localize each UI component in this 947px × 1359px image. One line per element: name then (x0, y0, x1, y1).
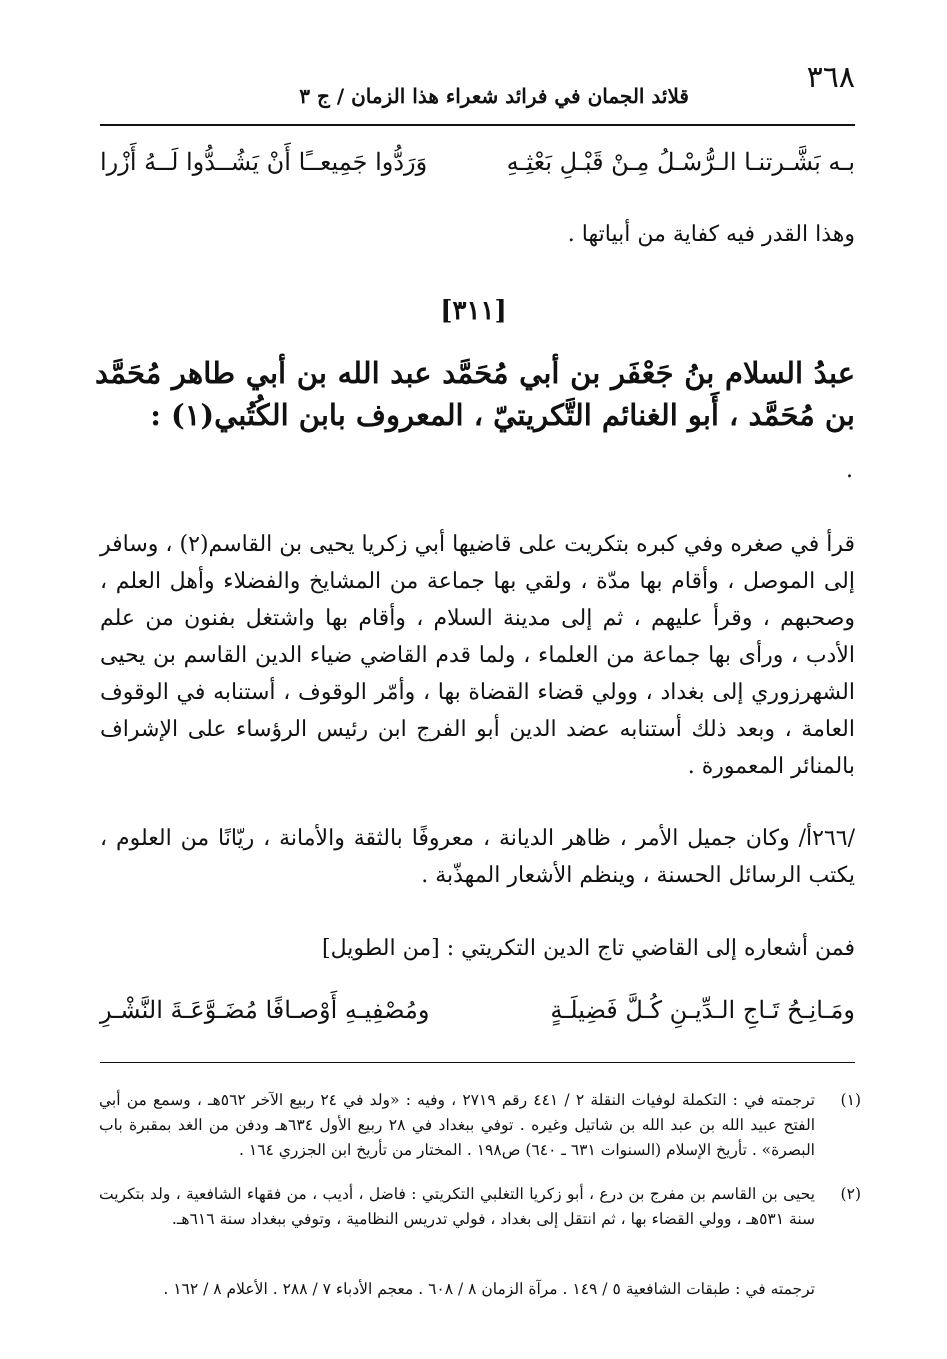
footnote-text: ترجمته في : التكملة لوفيات النقلة ٢ / ٤٤١ رقم ٢٧١٩ ، وفيه : «ولد في ٢٤ ربيع الآخر ٥٦٢هـ ، وسمع من أبي الفتح عبيد الله بن عبد الله بن شاتيل وغيره . توفي ببغداد في ٢٨ ربيع الأول ٦٣٤هـ ودفن من الغد بمقبرة باب البصرة» . تأريخ الإسلام (السنوات ٦٣١ ـ ٦٤٠) ص١٩٨ . المختار من تأريخ ابن الجزري ١٦٤ . (99, 1091, 815, 1159)
footnote-rule (100, 1062, 855, 1063)
footnote-references: ترجمته في : طبقات الشافعية ٥ / ١٤٩ . مرآة الزمان ٨ / ٦٠٨ . معجم الأدباء ٧ / ٢٨٨ . الأعلام ٨ / ١٦٢ . (163, 1280, 815, 1298)
entry-number: [٣١١] (440, 296, 507, 326)
verse-second-hemistich: ومُصْفِيـهِ أَوْصـافًا مُضَـوَّعَـةَ النَّشْـرِ (100, 996, 430, 1024)
footnote-text: يحيى بن القاسم بن مفرج بن درع ، أبو زكريا التغلبي التكريتي : فاضل ، أديب ، من فقهاء الشافعية ، ولد بتكريت سنة ٥٣١هـ ، وولي القضاء بها ، ثم انتقل إلى بغداد ، فولي تدريس النظامية ، وتوفي ببغداد سنة ٦١٦هـ. (99, 1185, 815, 1228)
page-number: ٣٦٨ (806, 60, 855, 95)
verse-second-hemistich: وَرَدُّوا جَمِيعــًا أَنْ يَشُــدُّوا لَــهُ أَزْرا (100, 148, 428, 176)
body-paragraph: /٢٦٦أ/ وكان جميل الأمر ، ظاهر الديانة ، معروفًا بالثقة والأمانة ، ريّانًا من العلوم ، يكتب الرسائل الحسنة ، وينظم الأشعار المهذّبة . (100, 826, 855, 888)
poem-intro: فمن أشعاره إلى القاضي تاج الدين التكريتي : [من الطويل] (322, 936, 855, 961)
verse-first-hemistich: بـه بَشَّـرتنـا الـرُّسْـلُ مِـنْ قَبْـلِ بَعْثِـهِ (506, 148, 855, 176)
footnote (99, 1088, 861, 1168)
body-paragraph: قرأ في صغره وفي كبره بتكريت على قاضيها أبي زكريا يحيى بن القاسم(٢) ، وسافر إلى الموصل ، وأقام بها مدّة ، ولقي بها جماعة من المشايخ والفضلاء وأهل العلم ، وصحبهم ، وقرأ عليهم ، ثم إلى مدينة السلام ، وأقام بها واشتغل بفنون من علم الأدب ، ورأى بها جماعة من العلماء ، ولما قدم القاضي ضياء الدين القاسم بن يحيى الشهرزوري إلى بغداد ، وولي قضاء القضاة بها ، وأمّر الوقوف ، أستنابه في الوقوف العامة ، وبعد ذلك أستنابه عضد الدين أبو الفرج ابن رئيس الرؤساء على الإشراف بالمنائر المعمورة . (100, 532, 856, 779)
entry-heading: عبدُ السلام بنُ جَعْفَر بن أبي مُحَمَّد عبد الله بن أبي طاهر مُحَمَّد بن مُحَمَّد ، أَبو الغنائم التَّكريتيّ ، المعروف بابن الكُتُبي(١) : (95, 356, 855, 432)
verse-first-hemistich: ومَـانِـحُ تَـاجِ الـدِّيـنِ كُـلَّ فَضِيلَـةٍ (550, 996, 855, 1024)
verse-line (100, 996, 855, 1036)
footnote (99, 1182, 861, 1262)
running-title: قلائد الجمان في فرائد شعراء هذا الزمان / ج ٣ (299, 84, 689, 108)
verse-line (100, 148, 855, 188)
footnote-number: (١) (840, 1091, 861, 1109)
header-rule (100, 124, 855, 126)
margin-dot: . (846, 458, 853, 483)
footnote-number: (٢) (840, 1185, 861, 1203)
closing-note: وهذا القدر فيه كفاية من أبياتها . (567, 222, 855, 247)
